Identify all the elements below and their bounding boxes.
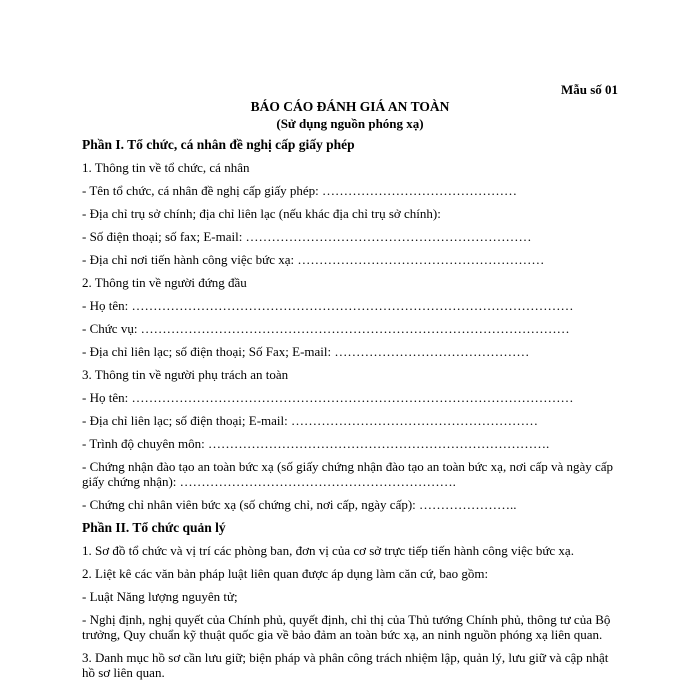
document-body: [82, 137, 622, 688]
org-name-field: - Tên tổ chức, cá nhân đề nghị cấp giấy phép: ………………………………………: [82, 183, 517, 198]
org-address-field: - Địa chỉ trụ sở chính; địa chỉ liên lạc (nếu khác địa chỉ trụ sở chính):: [82, 206, 441, 221]
part2-item2-law: - Luật Năng lượng nguyên tử;: [82, 589, 238, 604]
section1-title: 1. Thông tin về tổ chức, cá nhân: [82, 160, 250, 175]
head-position-field: - Chức vụ: ………………………………………………………………………………………: [82, 321, 570, 336]
part2-item2-decrees: - Nghị định, nghị quyết của Chính phủ, quyết định, chỉ thị của Thủ tướng Chính phủ, thông tư của Bộ trưởng, Quy chuẩn kỹ thuật quốc gia về bảo đảm an toàn bức xạ, an ninh nguồn phóng xạ liên quan.: [82, 612, 611, 642]
form-code: Mẫu số 01: [560, 82, 618, 97]
part2-item2: 2. Liệt kê các văn bản pháp luật liên quan được áp dụng làm căn cứ, bao gồm:: [82, 566, 489, 581]
org-workplace-field: - Địa chỉ nơi tiến hành công việc bức xạ: …………………………………………………: [82, 252, 545, 267]
safety-training-field: - Chứng nhận đào tạo an toàn bức xạ (số giấy chứng nhận đào tạo an toàn bức xạ, nơi cấp và ngày cấp giấy chứng nhận): ……………………………………………………….: [82, 459, 614, 489]
org-phone-field: - Số điện thoại; số fax; E-mail: …………………………………………………………: [82, 229, 532, 244]
head-name-field: - Họ tên: …………………………………………………………………………………………: [82, 298, 574, 313]
radiation-certificate-field: - Chứng chỉ nhân viên bức xạ (số chứng chỉ, nơi cấp, ngày cấp): …………………..: [82, 497, 517, 512]
safety-officer-contact-field: - Địa chỉ liên lạc; số điện thoại; E-mail: …………………………………………………: [82, 413, 539, 428]
report-title: BÁO CÁO ĐÁNH GIÁ AN TOÀN: [250, 99, 450, 114]
section3-title: 3. Thông tin về người phụ trách an toàn: [82, 367, 289, 382]
part2-item1: 1. Sơ đồ tổ chức và vị trí các phòng ban, đơn vị của cơ sở trực tiếp tiến hành công việc bức xạ.: [82, 543, 574, 558]
part2-heading: Phần II. Tổ chức quản lý: [82, 520, 226, 535]
safety-officer-level-field: - Trình độ chuyên môn: …………………………………………………………………….: [82, 436, 550, 451]
part1-heading: Phần I. Tổ chức, cá nhân đề nghị cấp giấy phép: [82, 137, 355, 152]
head-contact-field: - Địa chỉ liên lạc; số điện thoại; Số Fax; E-mail: ………………………………………: [82, 344, 530, 359]
safety-officer-name-field: - Họ tên: …………………………………………………………………………………………: [82, 390, 574, 405]
section2-title: 2. Thông tin về người đứng đầu: [82, 275, 247, 290]
report-subtitle: (Sử dụng nguồn phóng xạ): [276, 116, 424, 131]
part2-item3: 3. Danh mục hồ sơ cần lưu giữ; biện pháp và phân công trách nhiệm lập, quản lý, lưu giữ và cập nhật hồ sơ liên quan.: [82, 650, 609, 680]
